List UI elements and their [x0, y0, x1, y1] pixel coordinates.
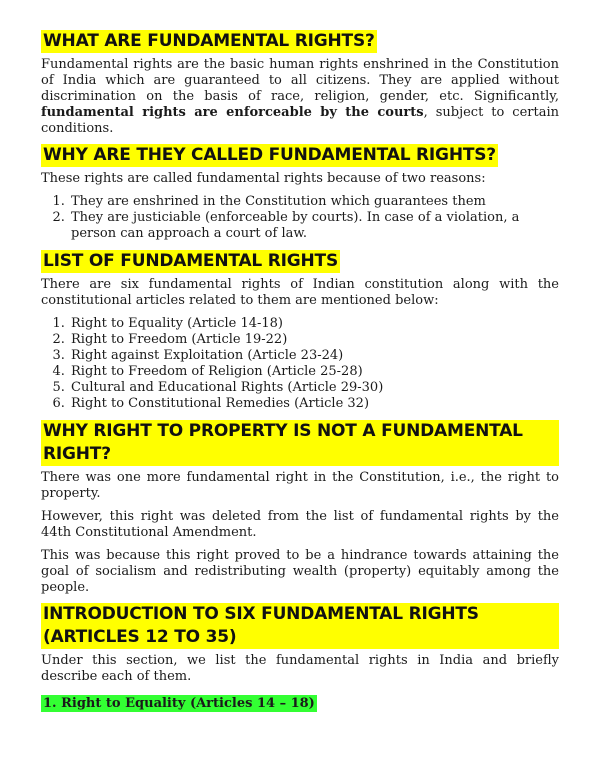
section-paragraph: However, this right was deleted from the list of fundamental rights by the 44th Constitutional Amendment. — [41, 509, 559, 540]
section-why-called-fundamental — [41, 144, 559, 242]
section-list-of-rights — [41, 250, 559, 412]
section-heading: WHY RIGHT TO PROPERTY IS NOT A FUNDAMENTAL RIGHT? — [41, 420, 559, 466]
section-heading: LIST OF FUNDAMENTAL RIGHTS — [43, 251, 338, 271]
section-paragraph — [41, 57, 559, 137]
paragraph-bold-text: fundamental rights are enforceable by the courts — [41, 105, 424, 120]
list-item: 2. Right to Freedom (Article 19-22) — [69, 332, 559, 348]
list-item: 6. Right to Constitutional Remedies (Article 32) — [69, 396, 559, 412]
list-item: 2. They are justiciable (enforceable by courts). In case of a violation, a person can approach a court of law. — [69, 210, 559, 242]
section-what-are-fundamental-rights — [41, 30, 559, 137]
section-paragraph: There was one more fundamental right in the Constitution, i.e., the right to property. — [41, 470, 559, 501]
section-intro: These rights are called fundamental rights because of two reasons: — [41, 171, 486, 186]
section-paragraph: Under this section, we list the fundamental rights in India and briefly describe each of them. — [41, 653, 559, 684]
list-item: 1. They are enshrined in the Constitution which guarantees them — [69, 194, 559, 210]
section-intro: There are six fundamental rights of Indian constitution along with the constitutional articles related to them are mentioned below: — [41, 277, 559, 308]
list-item: 5. Cultural and Educational Rights (Article 29-30) — [69, 380, 559, 396]
section-right-to-property — [41, 420, 559, 596]
paragraph-text: Fundamental rights are the basic human rights enshrined in the Constitution of India which are guaranteed to all citizens. They are applied without discrimination on the basis of race, religion, gender, etc. Significantly, — [41, 57, 559, 104]
section-heading: WHY ARE THEY CALLED FUNDAMENTAL RIGHTS? — [43, 145, 496, 165]
section-heading: WHAT ARE FUNDAMENTAL RIGHTS? — [43, 31, 375, 51]
list-item: 1. Right to Equality (Article 14-18) — [69, 316, 559, 332]
list-item: 4. Right to Freedom of Religion (Article 25-28) — [69, 364, 559, 380]
section-introduction-six-rights — [41, 603, 559, 712]
reasons-list — [41, 194, 559, 242]
subsection-heading: 1. Right to Equality (Articles 14 – 18) — [43, 696, 315, 711]
list-item: 3. Right against Exploitation (Article 23-24) — [69, 348, 559, 364]
section-heading: INTRODUCTION TO SIX FUNDAMENTAL RIGHTS (ARTICLES 12 TO 35) — [41, 603, 559, 649]
section-paragraph: This was because this right proved to be a hindrance towards attaining the goal of socialism and redistributing wealth (property) equitably among the people. — [41, 548, 559, 595]
rights-list — [41, 316, 559, 412]
paragraph-text-end: , subject to certain conditions. — [41, 105, 559, 136]
